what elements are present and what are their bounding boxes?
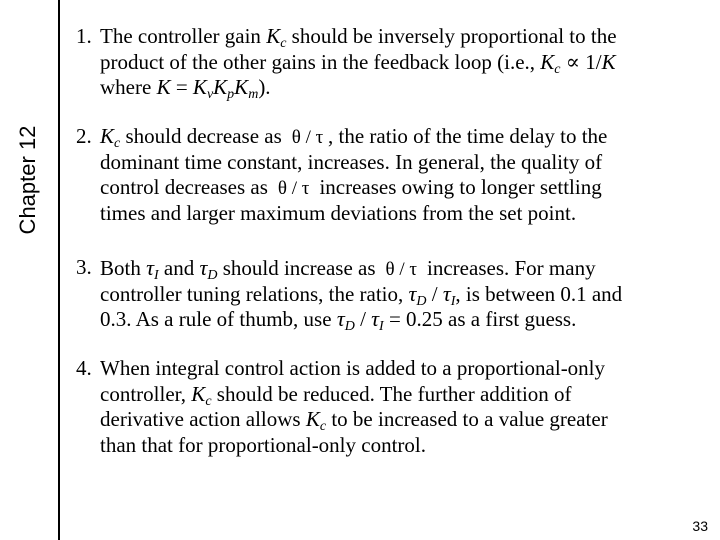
- chapter-label: Chapter 12: [15, 125, 40, 235]
- item-line: Both $\tau_I$ and $\tau_D$ should increase as θ / τ increases. For many: [100, 255, 596, 283]
- item-line: The controller gain $K_c$ should be inversely proportional to the: [100, 24, 617, 51]
- item-line: derivative action allows $K_c$ to be increased to a value greater: [100, 407, 608, 434]
- item-line: controller, $K_c$ should be reduced. The further addition of: [100, 381, 572, 409]
- item-line: 0.3. As a rule of thumb, use $\tau_D / \tau_I = 0.25$ as a first guess.: [100, 306, 577, 334]
- item-line: control decreases as θ / τ increases owing to longer settling: [100, 175, 602, 199]
- item-line: controller tuning relations, the ratio, $\tau_D / \tau_I$, is between 0.1 and: [100, 280, 623, 309]
- item-line: When integral control action is added to a proportional-only: [100, 356, 606, 380]
- item-number: 1.: [76, 24, 92, 48]
- item-line: dominant time constant, increases. In general, the quality of: [100, 149, 603, 174]
- item-line: times and larger maximum deviations from the set point.: [100, 200, 577, 225]
- sidebar-divider: [58, 0, 60, 540]
- page-number: 33: [692, 518, 708, 534]
- item-number: 4.: [76, 356, 92, 380]
- item-number: 2.: [76, 124, 92, 148]
- item-line: than that for proportional-only control.: [100, 432, 427, 457]
- item-line: $K_c$ should decrease as θ / τ , the ratio of the time delay to the: [100, 124, 608, 151]
- chapter-sidebar: [0, 0, 58, 540]
- item-line: product of the other gains in the feedback loop (i.e., $K_c \propto 1/K$: [100, 49, 616, 77]
- item-number: 3.: [76, 255, 92, 279]
- item-line: where $K = K_vK_pK_m$).: [100, 75, 271, 102]
